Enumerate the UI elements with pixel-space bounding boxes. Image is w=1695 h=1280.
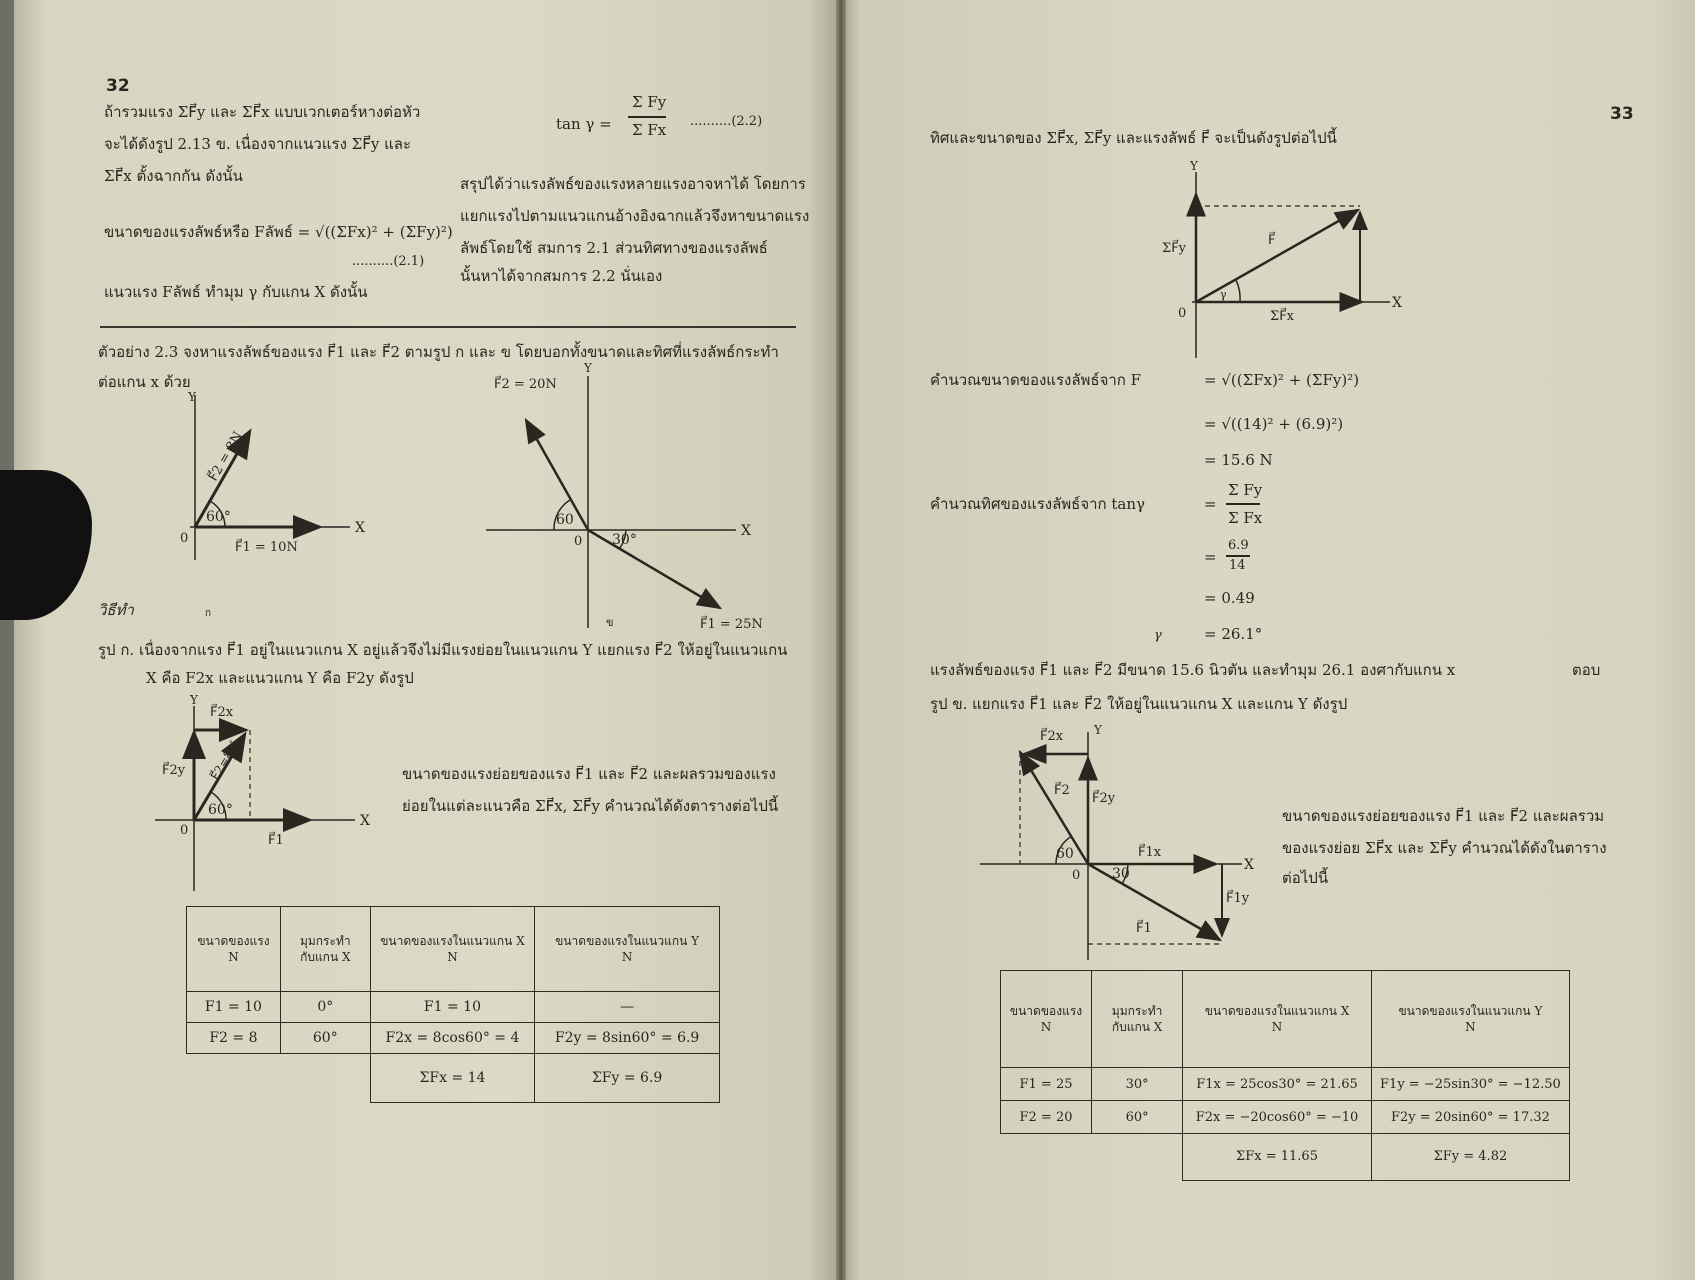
book-spread: 32 ถ้ารวมแรง ΣF⃗y และ ΣF⃗x แบบเวกเตอร์หางต่อหัว จะได้ดังรูป 2.13 ข. เนื่องจากแนวแรง ΣF⃗y และ ΣF⃗x ตั้งฉากกัน ดังนั้น ขนาดของแรงลัพธ์หรือ Fลัพธ์ = √((ΣFx)² + (ΣFy)²) ..........(2.1) แนวแรง Fลัพธ์ ทำมุม γ กับแกน X ดังนั้น tan γ = Σ Fy Σ Fx ..........(2.2) สรุปได้ว่าแรงลัพธ์ของแรงหลายแรงอาจหาได้ โดยการ แยกแรงไปตามแนวแกนอ้างอิงฉากแล้วจึงหาขนาดแรง ลัพธ์โดยใช้ สมการ 2.1 ส่วนทิศทางของแรงลัพธ์ นั้นหาได้จากสมการ 2.2 นั่นเอง ตัวอย่าง 2.3 จงหาแรงลัพธ์ของแรง F⃗1 และ F⃗2 ตามรูป ก และ ข โดยบอกทั้งขนาดและทิศที่แรงลัพธ์กระทำ ต่อแกน x ด้วย X Y 0 60° F⃗1 = 10N F⃗2 = 8N X Y 0 60 30° F⃗2 = 20N F⃗1 = 25N ข วิธีทำ ก รูป ก. เนื่องจากแรง F⃗1 อยู่ในแนวแกน X อยู่แล้วจึงไม่มีแรงย่อยในแนวแกน Y แยกแรง F⃗2 ให้อยู่ในแนวแกน X คือ F2x และแนวแกน Y คือ F2y ดังรูป X Y 0 60° F⃗2x F⃗2y F⃗2=8N F⃗1 ขนาดของแรงย่อยของแรง F⃗1 และ F⃗2 และผลรวมของแรง ย่อยในแต่ละแนวคือ ΣF⃗x, ΣF⃗y คำนวณได้ดังตารางต่อไปนี้ ขนาดของแรง N มุมกระทำ กับแกน X ขนาดของแรงในแนวแกน X N ขนาดของแรงในแนวแกน Y N F1 = 10 0° F1 = 10 — F2 = 8 60° F2x = 8cos60° = 4 F2y = 8sin60° = 6.9 ΣFx = 14 ΣFy = 6.9 33 ทิศและขนาดของ ΣF⃗x, ΣF⃗y และแรงลัพธ์ F⃗ จะเป็นดังรูปต่อไปนี้ X Y 0 ΣF⃗y ΣF⃗x F⃗ γ คำนวณขนาดของแรงลัพธ์จาก F = √((ΣFx)² + (ΣFy)²) = √((14)² + (6.9)²) = 15.6 N คำนวณทิศของแรงลัพธ์จาก tanγ = Σ Fy Σ Fx = 6.9 14 = 0.49 γ = 26.1° แรงลัพธ์ของแรง F⃗1 และ F⃗2 มีขนาด 15.6 นิวตัน และทำมุม 26.1 องศากับแกน x ตอบ รูป ข. แยกแรง F⃗1 และ F⃗2 ให้อยู่ในแนวแกน X และแกน Y ดังรูป X Y 0 60 30 F⃗2x F⃗2 F⃗2y F⃗1x F⃗1y F⃗1 ขนาดของแรงย่อยของแรง F⃗1 และ F⃗2 และผลรวม ของแรงย่อย ΣF⃗x และ ΣF⃗y คำนวณได้ดังในตาราง ต่อไปนี้ ขนาดของแรง N มุมกระทำ กับแกน X ขนาดของแรงในแนวแกน X N ขนาดของแรงในแนวแกน Y N F1 = 25 30° F1x = 25cos30° = 21.65 F1y = −25sin30° = −12.50 F2 = 20 60° F2x = −20cos60° = −10 F2y = 20sin60° = 17.32 ΣFx = 11.65 ΣFy = 4.82 — [0, 0, 1695, 1280]
cell: F2 = 8 — [187, 1023, 281, 1054]
book-spine — [836, 0, 846, 1280]
right-component-table — [1000, 970, 1570, 1181]
cell: 30° — [1092, 1068, 1183, 1101]
hdr-angle-axis: กับแกน X — [300, 950, 351, 964]
cell: F1x = 25cos30° = 21.65 — [1183, 1068, 1372, 1101]
cell: F2y = 20sin60° = 17.32 — [1371, 1101, 1569, 1134]
fig-e-f2-label: F⃗2 — [1054, 783, 1070, 798]
fig-b-f2-label: F⃗2 = 20N — [494, 377, 557, 392]
fig-d-f-label: F⃗ — [1268, 233, 1276, 248]
fig-e-angle-60: 60 — [1056, 846, 1074, 862]
fig-e-f2y-label: F⃗2y — [1092, 791, 1116, 806]
cell: 60° — [280, 1023, 370, 1054]
fig-b-caption: ข — [606, 616, 614, 629]
hdr-y: ขนาดของแรงในแนวแกน Y — [1398, 1004, 1543, 1018]
figure-b — [486, 358, 786, 638]
hdr-x-unit: N — [1271, 1020, 1283, 1034]
summary-line-3: ลัพธ์โดยใช้ สมการ 2.1 ส่วนทิศทางของแรงลัพธ์ — [460, 239, 768, 257]
fig-a-x-label: X — [355, 520, 365, 536]
intro-line-2: จะได้ดังรูป 2.13 ข. เนื่องจากแนวแรง ΣF⃗y และ — [104, 135, 412, 153]
fig-a-y-label: Y — [188, 390, 196, 404]
fig-d-gamma: γ — [1220, 288, 1227, 301]
value-26-1: = 26.1° — [1204, 625, 1263, 643]
table-row — [187, 1023, 720, 1054]
cell: 60° — [1092, 1101, 1183, 1134]
fig-d-y-label: Y — [1190, 159, 1198, 173]
figure-c — [150, 693, 390, 896]
page-number-left: 32 — [106, 76, 130, 96]
fig-b-origin: 0 — [574, 534, 583, 549]
fig-c-f2y-label: F⃗2y — [162, 763, 186, 778]
calc-dir-label: คำนวณทิศของแรงลัพธ์จาก tanγ — [930, 495, 1145, 513]
cell: F2x = 8cos60° = 4 — [370, 1023, 535, 1054]
step-b-line: รูป ข. แยกแรง F⃗1 และ F⃗2 ให้อยู่ในแนวแกน X และแกน Y ดังรูป — [930, 695, 1348, 713]
fig-c-x-label: X — [360, 813, 370, 829]
hdr-y-unit: N — [621, 950, 633, 964]
hdr-y: ขนาดของแรงในแนวแกน Y — [555, 934, 700, 948]
fig-e-f1-label: F⃗1 — [1136, 921, 1152, 936]
section-divider — [100, 326, 796, 328]
cell: — — [535, 992, 720, 1023]
cell: F1 = 10 — [370, 992, 535, 1023]
calc-mag-1: = √((ΣFx)² + (ΣFy)²) — [1204, 371, 1360, 389]
example-line-1: ตัวอย่าง 2.3 จงหาแรงลัพธ์ของแรง F⃗1 และ F⃗2 ตามรูป ก และ ข โดยบอกทั้งขนาดและทิศที่แรงลัพธ์กระทำ — [98, 343, 779, 361]
cell: F2 = 20 — [1001, 1101, 1092, 1134]
comp-text-right-3: ต่อไปนี้ — [1282, 869, 1329, 887]
calc-mag-2: = √((14)² + (6.9)²) — [1204, 415, 1344, 433]
fig-e-x-label: X — [1244, 857, 1254, 873]
value-0-49: = 0.49 — [1204, 589, 1255, 607]
summary-line-4: นั้นหาได้จากสมการ 2.2 นั่นเอง — [460, 267, 663, 285]
hdr-x: ขนาดของแรงในแนวแกน X — [1204, 1004, 1350, 1018]
sum-x: ΣFx = 11.65 — [1183, 1134, 1372, 1181]
hdr-angle: มุมกระทำ — [1111, 1004, 1163, 1018]
fig-a-caption: ก — [205, 608, 212, 619]
fig-a-f1-label: F⃗1 = 10N — [235, 540, 298, 555]
calc-mag-label: คำนวณขนาดของแรงลัพธ์จาก F — [930, 371, 1142, 389]
comp-text-right-1: ขนาดของแรงย่อยของแรง F⃗1 และ F⃗2 และผลรวม — [1282, 807, 1605, 825]
hdr-angle: มุมกระทำ — [299, 934, 351, 948]
equation-2-1: ขนาดของแรงลัพธ์หรือ Fลัพธ์ = √((ΣFx)² + (ΣFy)²) — [104, 223, 453, 241]
fig-c-f1-label: F⃗1 — [268, 833, 284, 848]
cell: F1 = 25 — [1001, 1068, 1092, 1101]
fig-e-origin: 0 — [1072, 868, 1081, 883]
table-header-row — [1001, 971, 1570, 1068]
summary-line-1: สรุปได้ว่าแรงลัพธ์ของแรงหลายแรงอาจหาได้ โดยการ — [460, 175, 806, 193]
tan-fraction-bar — [628, 116, 666, 118]
fig-b-f1-label: F⃗1 = 25N — [700, 617, 763, 632]
fig-b-x-label: X — [741, 523, 751, 539]
hdr-angle-axis: กับแกน X — [1111, 1020, 1163, 1034]
method-heading: วิธีทำ — [98, 601, 134, 619]
fig-d-x-label: X — [1392, 295, 1402, 311]
tan-denominator: Σ Fx — [632, 121, 667, 139]
tan-lhs: tan γ = — [556, 115, 612, 133]
fig-b-angle-60: 60 — [556, 512, 574, 528]
cell: F2x = −20cos60° = −10 — [1183, 1101, 1372, 1134]
table-sum-row — [1001, 1134, 1570, 1181]
equation-2-1-tag: ..........(2.1) — [352, 254, 425, 269]
page-number-right: 33 — [1610, 104, 1634, 124]
figure-d — [1150, 160, 1430, 360]
step-a-line-1: รูป ก. เนื่องจากแรง F⃗1 อยู่ในแนวแกน X อยู่แล้วจึงไม่มีแรงย่อยในแนวแกน Y แยกแรง F⃗2 ให้อยู่ในแนวแกน — [98, 641, 788, 659]
table-row — [1001, 1101, 1570, 1134]
figure-e — [980, 722, 1270, 962]
gamma-lhs: γ — [1154, 628, 1162, 643]
fig-e-angle-30: 30 — [1112, 866, 1130, 882]
hdr-force-unit: N — [228, 950, 239, 964]
sum-y: ΣFy = 6.9 — [535, 1054, 720, 1103]
fig-a-origin: 0 — [180, 531, 189, 546]
fig-c-angle: 60° — [208, 802, 233, 818]
sum-y: ΣFy = 4.82 — [1371, 1134, 1569, 1181]
angle-line: แนวแรง Fลัพธ์ ทำมุม γ กับแกน X ดังนั้น — [104, 283, 368, 301]
hdr-x: ขนาดของแรงในแนวแกน X — [380, 934, 525, 948]
right-heading: ทิศและขนาดของ ΣF⃗x, ΣF⃗y และแรงลัพธ์ F⃗ จะเป็นดังรูปต่อไปนี้ — [930, 129, 1337, 147]
fig-b-y-label: Y — [584, 361, 592, 375]
fig-c-f2-label: F⃗2=8N — [207, 738, 242, 783]
fig-c-f2x-label: F⃗2x — [210, 705, 234, 720]
fig-e-f2x-label: F⃗2x — [1040, 729, 1064, 744]
comp-text-left-2: ย่อยในแต่ละแนวคือ ΣF⃗x, ΣF⃗y คำนวณได้ดังตารางต่อไปนี้ — [402, 797, 779, 815]
cell: F1 = 10 — [187, 992, 281, 1023]
table-header-row — [187, 907, 720, 992]
step-a-line-2: X คือ F2x และแนวแกน Y คือ F2y ดังรูป — [146, 669, 414, 687]
dir-denominator: Σ Fx — [1228, 509, 1263, 527]
hdr-force: ขนาดของแรง — [197, 934, 270, 948]
table-row — [187, 992, 720, 1023]
hdr-force: ขนาดของแรง — [1009, 1004, 1083, 1018]
left-component-table — [186, 906, 720, 1103]
hdr-x-unit: N — [447, 950, 458, 964]
fig-c-y-label: Y — [190, 693, 198, 707]
comp-text-right-2: ของแรงย่อย ΣF⃗x และ ΣF⃗y คำนวณได้ดังในตาราง — [1282, 839, 1607, 857]
fig-e-y-label: Y — [1094, 723, 1102, 737]
fig-c-origin: 0 — [180, 823, 189, 838]
dir-fraction-bar — [1226, 503, 1260, 505]
tan-numerator: Σ Fy — [632, 93, 667, 111]
cell: F2y = 8sin60° = 6.9 — [535, 1023, 720, 1054]
fig-d-sfx-label: ΣF⃗x — [1270, 309, 1295, 324]
equation-2-2-tag: ..........(2.2) — [690, 114, 763, 129]
fig-e-f1x-label: F⃗1x — [1138, 845, 1162, 860]
hdr-force-unit: N — [1040, 1020, 1052, 1034]
dir-numerator: Σ Fy — [1228, 481, 1263, 499]
fig-e-f1y-label: F⃗1y — [1226, 891, 1250, 906]
cell: F1y = −25sin30° = −12.50 — [1371, 1068, 1569, 1101]
sum-x: ΣFx = 14 — [370, 1054, 535, 1103]
fig-d-origin: 0 — [1178, 306, 1187, 321]
figure-a — [150, 385, 410, 565]
answer-tag: ตอบ — [1572, 661, 1601, 679]
summary-line-2: แยกแรงไปตามแนวแกนอ้างอิงฉากแล้วจึงหาขนาดแรง — [460, 207, 810, 225]
frac-numerator: 6.9 — [1228, 538, 1249, 553]
frac-denominator: 14 — [1229, 558, 1246, 573]
intro-line-3: ΣF⃗x ตั้งฉากกัน ดังนั้น — [104, 167, 243, 185]
hdr-y-unit: N — [1465, 1020, 1476, 1034]
fig-d-sfy-label: ΣF⃗y — [1162, 241, 1187, 256]
example-line-2: ต่อแกน x ด้วย — [98, 373, 191, 391]
comp-text-left-1: ขนาดของแรงย่อยของแรง F⃗1 และ F⃗2 และผลรวมของแรง — [402, 765, 776, 783]
table-sum-row — [187, 1054, 720, 1103]
fig-a-angle: 60° — [206, 509, 231, 525]
fig-b-angle-30: 30° — [612, 532, 637, 548]
answer-line: แรงลัพธ์ของแรง F⃗1 และ F⃗2 มีขนาด 15.6 นิวตัน และทำมุม 26.1 องศากับแกน x — [930, 661, 1456, 679]
calc-mag-3: = 15.6 N — [1204, 451, 1273, 469]
table-row — [1001, 1068, 1570, 1101]
fig-a-f2-label: F⃗2 = 8N — [205, 429, 247, 484]
intro-line-1: ถ้ารวมแรง ΣF⃗y และ ΣF⃗x แบบเวกเตอร์หางต่อหัว — [104, 103, 421, 121]
cell: 0° — [280, 992, 370, 1023]
